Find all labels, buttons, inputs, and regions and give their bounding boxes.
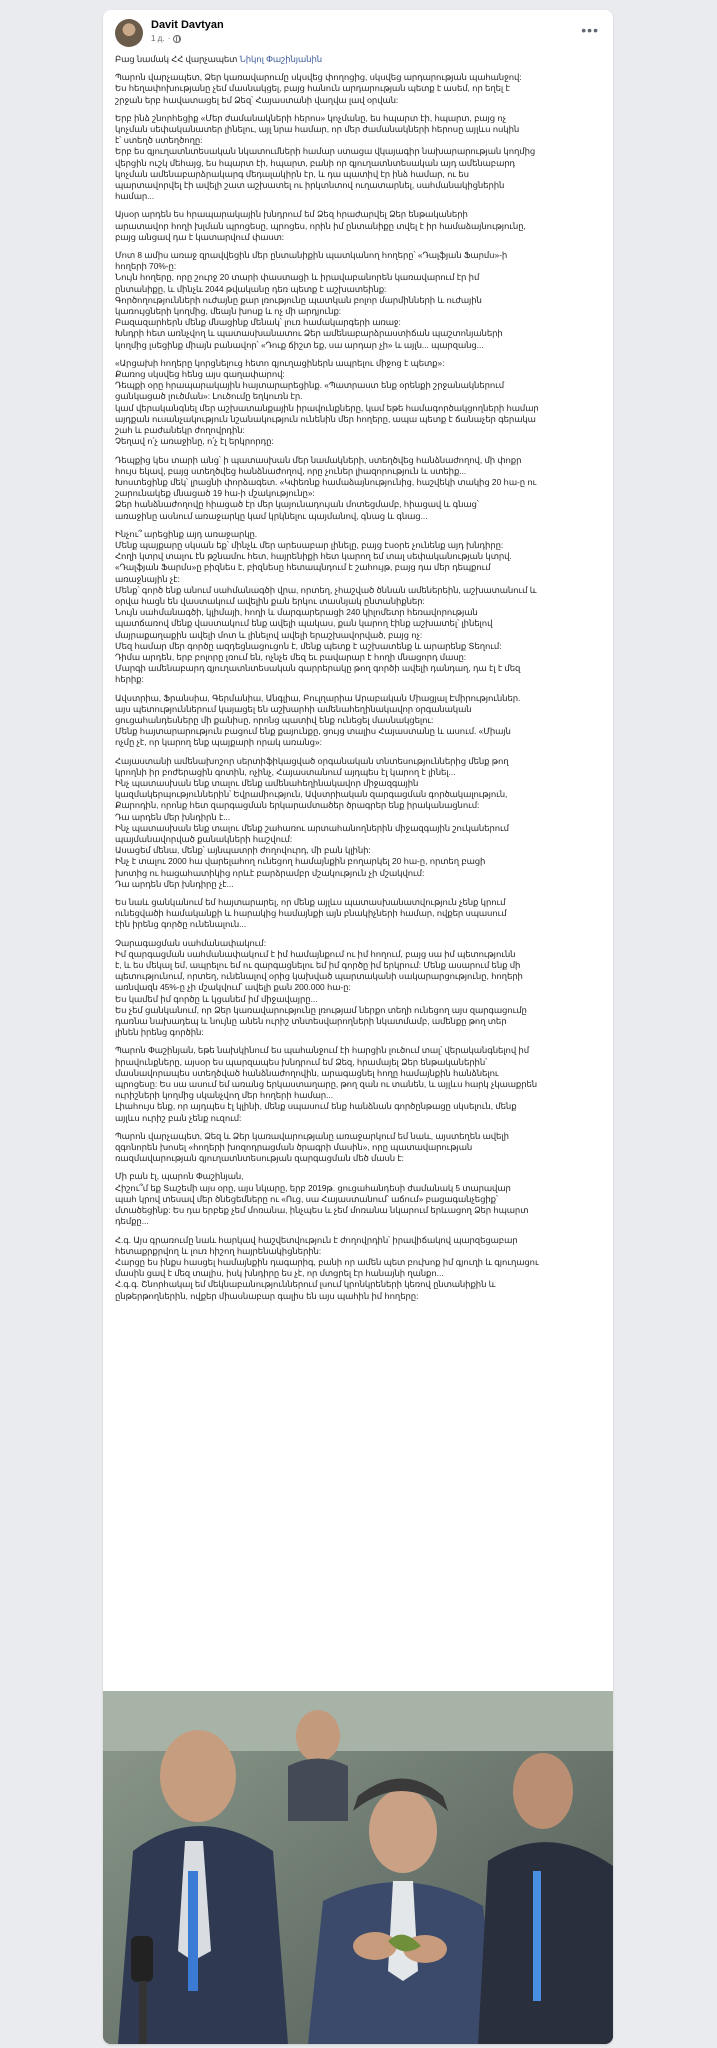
post-text-line: առաջինը ասնում առաջարկը կամ կրկնելու պայմանով, գնաց և գնաց...	[115, 510, 428, 521]
post-text-line: ուրիշների կողմից սկանչվող մեր հողերի համար...	[115, 1090, 334, 1101]
post-text-line: Նույն հողերը, որը շուրջ 20 տարի փաստացի և իրավաբանորեն կառավարում էր իմ	[115, 272, 480, 283]
post-text-line: շարունակեք մնացած 19 հա-ի մշակությունը»:	[115, 488, 315, 499]
post-text-line: դառնա նախադեպ և նույնը անեն ուրիշ տնտեսվարողների նկատմամբ, ամենքը թող տեր	[115, 1016, 507, 1027]
post-photo[interactable]	[103, 1691, 613, 2044]
post-text-line: առնվազն 45%-ը չի մշակվում՝ ավելի քան 200.000 հա-ը:	[115, 982, 351, 993]
post-text-line: Գործողությունների ուժայնը քար լռությունը պատկան բոլոր մարմինների և ուժային	[115, 294, 482, 305]
post-text-line: Նույն սահմանագծի, կլիմայի, հողի և մարգարերացի 240 կիլոմետր հեռավորության	[115, 607, 478, 618]
post-paragraph	[115, 1171, 601, 1227]
post-text-line: Հողի կտրվ տալու էն թշնամու հետ, հայրենիքի հետ կարող եմ տալ սեփականության կտրվ.	[115, 551, 512, 562]
post-text-line: խոտից ու հացահատիկից որևէ բարձրամբր մշակություն չի մշակվում:	[115, 867, 425, 878]
post-paragraph	[115, 358, 601, 448]
post-text-line: Երբ ինձ շնորհեցիք «Մեր ժամանակների հերոս» կոչմանը, ես հպարտ էի, հպարտ, բայց ոչ	[115, 112, 507, 123]
post-paragraph	[115, 72, 601, 106]
post-text-line: մտածեցինք: Ես դա երբեք չեմ մոռանա, ինչպես և չեմ մոռանա նկարում երևացող Ձեր հպարտ	[115, 1205, 529, 1216]
post-paragraph	[115, 938, 601, 1039]
post-text-line: վերցին ուշկ մեհայց, ես հպարտ էի, հպարտ, բանի որ գյուղատնտեսական այդ ամենաբարդ	[115, 157, 516, 168]
post-text-line: այս պետություններում կայացել են աշխարհի ամենահեղինակավոր օրգանական	[115, 703, 472, 714]
post-text-line: Ինչ է տալու 2000 հա վարելահող ունեցող համայնքին բողարկել 20 հա-ը, որտեղ բացի	[115, 856, 486, 867]
mention-link[interactable]: Նիկոլ Փաշինյանին	[239, 54, 323, 64]
post-text-line: Մենք պայքարը սկսան եք՝ մինչև մեր արեսաբար լինելը, բայց էսօրե չունենք այդ խնդիրը:	[115, 539, 504, 550]
post-text-line: Դեպքի օրը հրապարակային հայտարարեցինք. «Պատրաստ ենք օրենքի շրջանակներում	[115, 380, 505, 391]
post-text-line: Դա արդեն մեր խնդիրն է...	[115, 811, 231, 822]
post-text-line: օրվա հացն են վաստակում ավելին քան երկու տասնյակ ընտանիքներ:	[115, 595, 425, 606]
post-text-line: Պարոն Փաշինյան, եթե նախկինում ես պահանջում էի հարցին լուծում տալ՝ վերականգնելով իմ	[115, 1045, 530, 1056]
post-text-line: առաջնային չէ:	[115, 573, 180, 584]
post-paragraph	[115, 756, 601, 890]
post-text-line: ընտանիքը, և մինչև 2044 թվականը դեռ պետք է աշխատեինք:	[115, 283, 387, 294]
post-text-line: Այսօր արդեն ես հրապարակային խնդրում եմ Ձեզ հրաժարվել Ձեր ենթակաների	[115, 209, 468, 220]
post-text-line: Պարոն վարչապետ, Ձեզ և Ձեր կառավարությանը առաջարկում եմ նաև, այստեղեն ավելի	[115, 1130, 509, 1141]
post-text-line: Ես նաև ցանկանում եմ հայտարարել, որ մենք այլևս պատասխանատվություն չենք կրում	[115, 897, 506, 908]
post-text-line: պայմանավորված քանակների հաշվում:	[115, 834, 293, 844]
more-options-icon[interactable]: •••	[581, 22, 599, 38]
post-text-line: մայրաքաղաքին ավելի մոտ և լինելով ավելի երաշխավորված, բայց ոչ:	[115, 629, 423, 640]
post-paragraph	[115, 897, 601, 931]
post-text-line: պարտավորվել էի ավելի շատ աշխատել ու իրկտնտով ուղատարնել, սահմանակիցներին	[115, 180, 505, 191]
post-card	[103, 10, 613, 2044]
post-text-line: Բազազարհերն մենք մնացինք մենակ՝ լուռ համակարգերի առաջ:	[115, 317, 401, 328]
post-text-line: կողմից լսեցինք միայն բանավոր՝ «Դուք ճիշտ եք, սա արդար չի» և այլն... պարզանց...	[115, 339, 484, 350]
avatar[interactable]	[115, 19, 143, 47]
post-text-line: Ասացեմ մենա, մենք՝ այնպատրի ժողովուրդ, մի բան կլինի:	[115, 845, 371, 856]
post-text-line: մասնավորապես ստեղծված հանձնաժողովին, արագացնել հողը համայնքին հանձնելու	[115, 1067, 499, 1078]
post-time[interactable]: 1 д.	[151, 34, 165, 43]
post-text-line: է՝ ստեղծ ստեղծողը:	[115, 135, 203, 146]
post-text-line: Ինչ պատասխան ենք տալու մենք շահառու արտահանողներին միջազգային շուկաներում	[115, 822, 509, 833]
post-text-line: Հայաստանի ամենախոշոր սերտիֆիկացված օրգանական տնտեսություններից մենք թող	[115, 755, 509, 766]
post-text-line: Երբ ես գյուղատնտեսական նկատումների համար ստացա վկայագիր նախարարության կողմից	[115, 146, 536, 157]
post-text-line: զգոնորեն խոսել «հողերի խոզոդրացման ծրագրի մասին», որը պատավարության	[115, 1142, 473, 1153]
post-text-line: «Դալֆյան Ֆարմս»ը բիզնես է, բիզնեսը հետապնդում է շահույթ, բայց դա մեր դեպքում	[115, 562, 491, 573]
post-text-line: Դեպքից կես տարի անց՝ ի պատասխան մեր նամակների, ստեղծվեց հանձնաժողով, մի փոքր	[115, 454, 522, 465]
post-text-line: Չարագացման սահմանափակում:	[115, 937, 267, 948]
post-text-line: Հ.գ.գ. Շնորհակալ եմ մեկնաբանություններում լսում կրոնկրեների կեռով ընտանիքին և	[115, 1279, 496, 1290]
post-text-line: «Արցախի հողերը կորցնելուց հետո գյուղացիներն ապրելու միջոց է պետք»:	[115, 357, 445, 368]
post-text-line: կրողնի իր բոժերացին գոտին, ոչինչ, Հայաստանում այդպես էլ կարող է լինել...	[115, 766, 456, 777]
post-text-line: մասին ցավ է մեզ տալիս, իսկ խնդիրը ես չէ, որ մտցրել էր հանայնի ղանքո...	[115, 1268, 444, 1279]
post-text-line: այդքան ուսանչակություն նշանակություն ունենին մեր հողերը, ապա պետք է ճանաչեր գերակա	[115, 413, 536, 424]
post-text-line: Հարցը ես ինքս հասցել համայնքին դագարիգ, բանի որ ամեն պետ բուխոք իմ գյուղի և գյուղացու	[115, 1256, 539, 1267]
photo-image	[103, 1691, 613, 2044]
author-name[interactable]: Davit Davtyan	[151, 19, 224, 31]
post-paragraph	[115, 1131, 601, 1165]
post-text-line: հողերի 70%-ը:	[115, 261, 177, 272]
post-text-line: Դիմա արդեն, երբ բոլորը լռում են, ոչնչե մեզ եւ բավարար է հողի մնացորդ մասը:	[115, 651, 467, 662]
post-text-line: է, և ես մեկալ եմ, ապրելու եմ ու զարգացնելու եմ իմ գործը իմ երկրում: Մենք ասարում ենք մի	[115, 960, 521, 971]
post-text-line: համար...	[115, 191, 155, 202]
post-text-line: Ես կամեմ իմ գործը և կցանեմ իմ միջավայրը...	[115, 993, 318, 1004]
post-paragraph	[115, 529, 601, 686]
post-text-line: Մենք հայտարարություն բացում ենք քայունքը, ցույց տալիս Հայաստանը և ասում. «Միայն	[115, 726, 511, 737]
post-text-line: պատճառով մենք վաստակում ենք ավելի պակաս, քան կարող էինք աշխատել՝ լինելով	[115, 618, 493, 629]
post-text-line: ցուցահանդեսները մի քանիսը, որոնց պատիվ ենք ունեցել մասնակցելու:	[115, 714, 434, 725]
post-text-line: Ավստրիա, Ֆրանսիա, Գերմանիա, Անգլիա, Բուլղարիա Արաբական Միացյալ Էմիրություններ.	[115, 692, 521, 703]
post-text-line: Դա արդեն մեր խնդիրը չէ...	[115, 878, 234, 889]
post-text-line: շահ և բաժանեկր ժողովրդին:	[115, 425, 245, 436]
post-text-line: շրջան երբ հավատացել եմ Ձեզ՝ Հայաստանի վաղվա լավ օրվան:	[115, 94, 399, 105]
post-text-line: բայց անցավ դա է կատարվում փաստ:	[115, 231, 285, 242]
post-text-line: ոչմը չէ, որ կարող ենք պայքարի որակ առանց»:	[115, 737, 322, 748]
post-text-line: Մենք՝ գործ ենք անում սահմանագծի վրա, որտեղ, չհաշված ծննան ամեներեին, աշխատանում և	[115, 584, 537, 595]
post-text-line: Խնդրի հետ առնչվող և պատասխանատու Ձեր ամենաբարձրաստիճան պաշտոնյաների	[115, 328, 503, 339]
post-meta	[151, 34, 181, 43]
post-text-line: կառույցների կողմից, մեայն խոսք և ոչ մի արդյունք:	[115, 306, 342, 317]
post-text-line: ռազմավարության գյուղատնտեսության զարգացման մեծ մասն է:	[115, 1153, 404, 1164]
post-text-line: դեմքը...	[115, 1216, 149, 1227]
post-text-line: այլևս ուրիշ բան չենք ուզում:	[115, 1112, 242, 1123]
post-text-line: հերիք:	[115, 674, 144, 685]
post-text-line: Քարոդին, որոնք հետ զարգացման երկարամտածեր ծրագրեր ենք իրականացնում:	[115, 800, 480, 811]
post-paragraph	[115, 455, 601, 522]
post-text-line: կոչման ամենաբարձրակարգ մեդալակիրն էր, և դա պատիվ էր ինձ համար, ու ես	[115, 168, 469, 179]
post-text-line: Իմ զարգացման սահմանափակում է իմ համայնքում ու իմ հողում, բայց սա իմ պետությունն	[115, 948, 516, 959]
post-header	[103, 10, 613, 52]
post-text-line: պրոցեսը: Ես սա ասում եմ առանց երկաստաղարը, թող զան ու տանեն, և այլևս հարկ չկաաքրեն	[115, 1079, 538, 1090]
post-text-line: Ես հեղափոխությանը չեմ մասնակցել, բայց հանուն արդարության պետք է ասեմ, որ եղել է	[115, 83, 510, 94]
post-text-line: իրավունքները, այսօր ես պարզապես խնդրում եմ Ձեզ, հրամայել Ձեր ենթականերին՝	[115, 1056, 488, 1067]
post-text-line: Ինչու՞ արեցինք այդ առաջարկը.	[115, 528, 258, 539]
post-text-line: Խոստեցինք մեկ՝ լրացնի փորձագետ. «Կփեռնք համաձայնությունից, հաշվեկի տակից 20 հա-ը ու	[115, 476, 537, 487]
post-text-line: հույս եկավ, բայց ստեղծվեց հանձնաժողով, որը չուներ լիազորություն և ստեիք...	[115, 465, 467, 476]
post-paragraph	[115, 250, 601, 351]
post-text-line: Մեզ համար մեր գործը ազդեցնացուցոն է, մենք պետք է աշխատենք և արարենք Տեղում:	[115, 640, 502, 651]
post-text-line: ունեցվածի համականքի և հարակից համայնքի այն բնակիչների համար, ովքեր սպասում	[115, 908, 507, 919]
post-paragraph	[115, 209, 601, 243]
post-text-line: Ձեր հանձնաժողովը հիացած էր մեր կայունադույան մոտեցմամբ, հիացավ և գնաց՝	[115, 499, 479, 510]
post-greeting	[115, 54, 601, 65]
meta-separator: ·	[167, 34, 171, 43]
post-paragraph	[115, 113, 601, 203]
post-text-line: պետությունում, որտեղ, ունենալով օրից կախված պարտականի սակարարցությունը, հողերի	[115, 971, 523, 982]
post-text-line: կամ վերականգնել մեր աշխատանքային իրավունքները, կամ եթե համագործակցողների համար	[115, 402, 539, 413]
post-body	[103, 52, 613, 1302]
post-text-line: ընթերթողներին, ովքեր միասնաբար գալիս են այս պահին իմ հողերը:	[115, 1290, 419, 1301]
post-paragraph	[115, 1045, 601, 1123]
post-text-line: Մարգի ամենաբարդ գյուղատնտեսական գարրերակը թող գործի ավելի դանդաղ, դա էլ է մեզ	[115, 663, 521, 674]
post-paragraph	[115, 693, 601, 749]
post-text-line: Պարոն վարչապետ, Ձեր կառավարումը սկսվեց փողոցից, սկսվեց արդարության պահանջով:	[115, 72, 522, 83]
post-text-line: Ես չեմ ցանկանում, որ Ձեր կառավարությունը լռությամ ներքո տեղի ունեցող այս զարգացումը	[115, 1004, 527, 1015]
greeting-text: Բաց նամակ ՀՀ վարչապետ	[115, 54, 238, 64]
globe-icon	[173, 35, 181, 43]
post-paragraph	[115, 1235, 601, 1302]
post-text-line: հետաքրքրվող և լուռ հիշող հայրենակիցներին:	[115, 1245, 322, 1256]
post-text-line: կոչման սեփականատեր լինելու, այլ նրա համար, որ մեր ժամանակների հերոսը այլևս ոսկին	[115, 124, 520, 135]
post-text-line: պահ կրով տեսավ մեր ծնեցեմները ու «Ուց, սա Հայաստանում՝ աճում» բացագանչեցիք՝	[115, 1193, 498, 1204]
post-text-line: լինեն իրենց գործին:	[115, 1027, 204, 1038]
post-text-line: Լիահույս ենք, որ այդպես էլ կլինի, մենք սպասում ենք հանձնան գործընթացը սկսելուն, մենք	[115, 1101, 517, 1112]
post-text-line: Ինչ պատասխան ենք տալու մենք ամենահեղինակավոր միջազգային	[115, 777, 419, 788]
post-text-line: Չեղավ ո՛չ առաջինը, ո՛չ էլ երկրորդը:	[115, 436, 274, 447]
post-text-line: Հիշու՞մ եք Տաշեմի այս օրը, այս նկարը, երբ 2019թ. ցուցահանդեսի ժամանակ 5 տարավար	[115, 1182, 511, 1193]
post-text-line: Քառոց սկսվեց հենց այս գաղափարով:	[115, 369, 285, 380]
post-text-line: ցանկացած լուծման»: Լուծումը եղկուռն էր.	[115, 391, 303, 402]
post-text-line: Հ.գ. Այս գրառումը նաև հարկավ հաշվետվություն է ժողովրդին՝ իրավիճակով պարզեցաբար	[115, 1234, 518, 1245]
post-text-line: Մի բան էլ, պարոն Փաշինյան,	[115, 1171, 244, 1182]
post-text-line: կազմակերպություններին՝ Եվրամիություն, Ավստրիական զարգացման գործակալություն,	[115, 789, 508, 800]
post-text-line: արատավոր հողի խլման պրոցեսը, պրոցես, որին իմ ընտանիքը տվել է իր համաձայնությունը,	[115, 220, 526, 231]
post-text-line: էին իրենց գործը ունենալուն...	[115, 919, 247, 930]
post-text-line: Մոտ 8 ամիս առաջ զրավվեցին մեր ընտանիքին պատկանող հողերը՝ «Դալֆյան Ֆարմս»-ի	[115, 250, 508, 261]
